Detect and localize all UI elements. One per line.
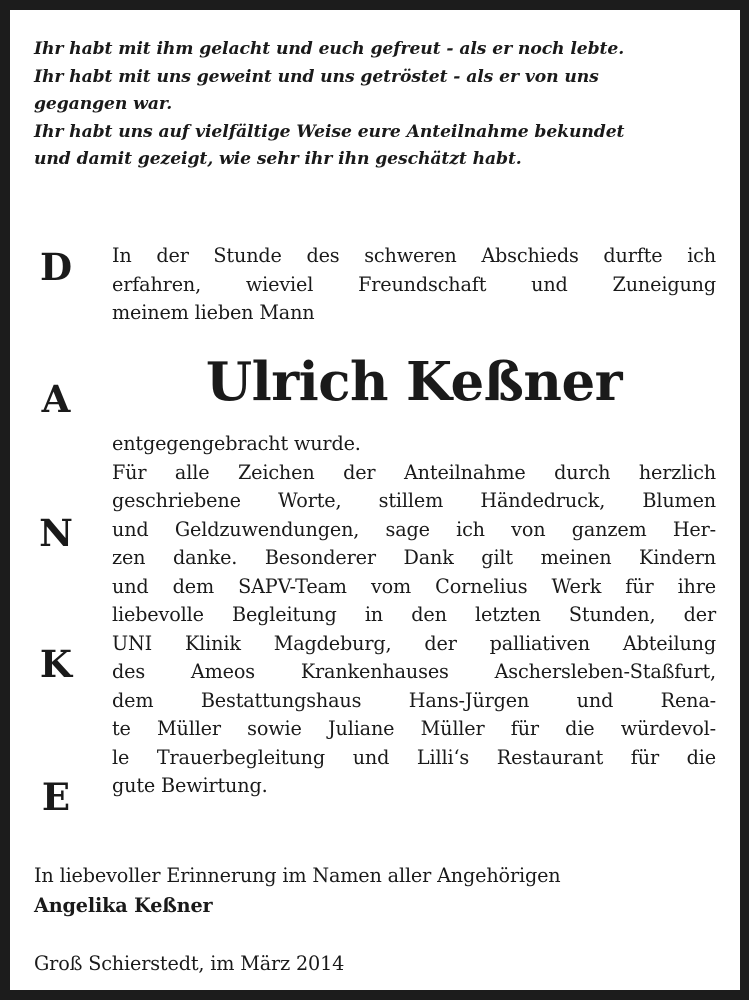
text-line: le Trauerbegleitung und Lilli‘s Restaurant für die bbox=[112, 745, 716, 769]
thanks-paragraph-top bbox=[112, 242, 716, 328]
danke-letter-d: D bbox=[39, 245, 73, 289]
thanks-paragraph-bottom bbox=[112, 430, 716, 801]
deceased-name: Ulrich Keßner bbox=[205, 351, 623, 413]
danke-letter-n: N bbox=[39, 511, 73, 555]
danke-letter-a: A bbox=[41, 377, 71, 421]
text-line: des Ameos Krankenhauses Aschersleben-Staßfurt, bbox=[112, 660, 716, 683]
signer-name: Angelika Keßner bbox=[34, 894, 213, 917]
intro-line: Ihr habt mit uns geweint und uns getröstet - als er von uns bbox=[34, 66, 599, 87]
text-line: und dem SAPV-Team vom Cornelius Werk für ihre bbox=[112, 574, 716, 598]
text-line: meinem lieben Mann bbox=[112, 301, 315, 324]
text-line: liebevolle Begleitung in den letzten Stunden, der bbox=[112, 603, 716, 626]
intro-poem bbox=[34, 36, 724, 174]
text-line: zen danke. Besonderer Dank gilt meinen Kindern bbox=[112, 546, 716, 569]
text-line: geschriebene Worte, stillem Händedruck, Blumen bbox=[112, 489, 716, 512]
text-line: gute Bewirtung. bbox=[112, 774, 268, 797]
text-line: Für alle Zeichen der Anteilnahme durch herzlich bbox=[112, 460, 716, 484]
text-line: entgegengebracht wurde. bbox=[112, 432, 361, 455]
text-line: dem Bestattungshaus Hans-Jürgen und Rena- bbox=[112, 688, 716, 712]
text-line: In der Stunde des schweren Abschieds durfte ich bbox=[112, 244, 716, 267]
danke-letter-e: E bbox=[41, 775, 71, 819]
intro-line: Ihr habt mit ihm gelacht und euch gefreut - als er noch lebte. bbox=[34, 39, 625, 59]
closing-block bbox=[34, 861, 561, 921]
text-line: und Geldzuwendungen, sage ich von ganzem Her- bbox=[112, 517, 716, 541]
intro-line: und damit gezeigt, wie sehr ihr ihn geschätzt habt. bbox=[34, 149, 522, 169]
place-date: Groß Schierstedt, im März 2014 bbox=[34, 952, 345, 975]
intro-line: Ihr habt uns auf vielfältige Weise eure Anteilnahme bekundet bbox=[34, 121, 625, 142]
intro-line: gegangen war. bbox=[34, 94, 173, 114]
closing-line: In liebevoller Erinnerung im Namen aller Angehörigen bbox=[34, 864, 561, 887]
danke-letter-k: K bbox=[39, 642, 73, 686]
text-line: UNI Klinik Magdeburg, der palliativen Abteilung bbox=[112, 631, 716, 655]
text-line: te Müller sowie Juliane Müller für die würdevol- bbox=[112, 717, 716, 740]
text-line: erfahren, wieviel Freundschaft und Zuneigung bbox=[112, 272, 716, 296]
